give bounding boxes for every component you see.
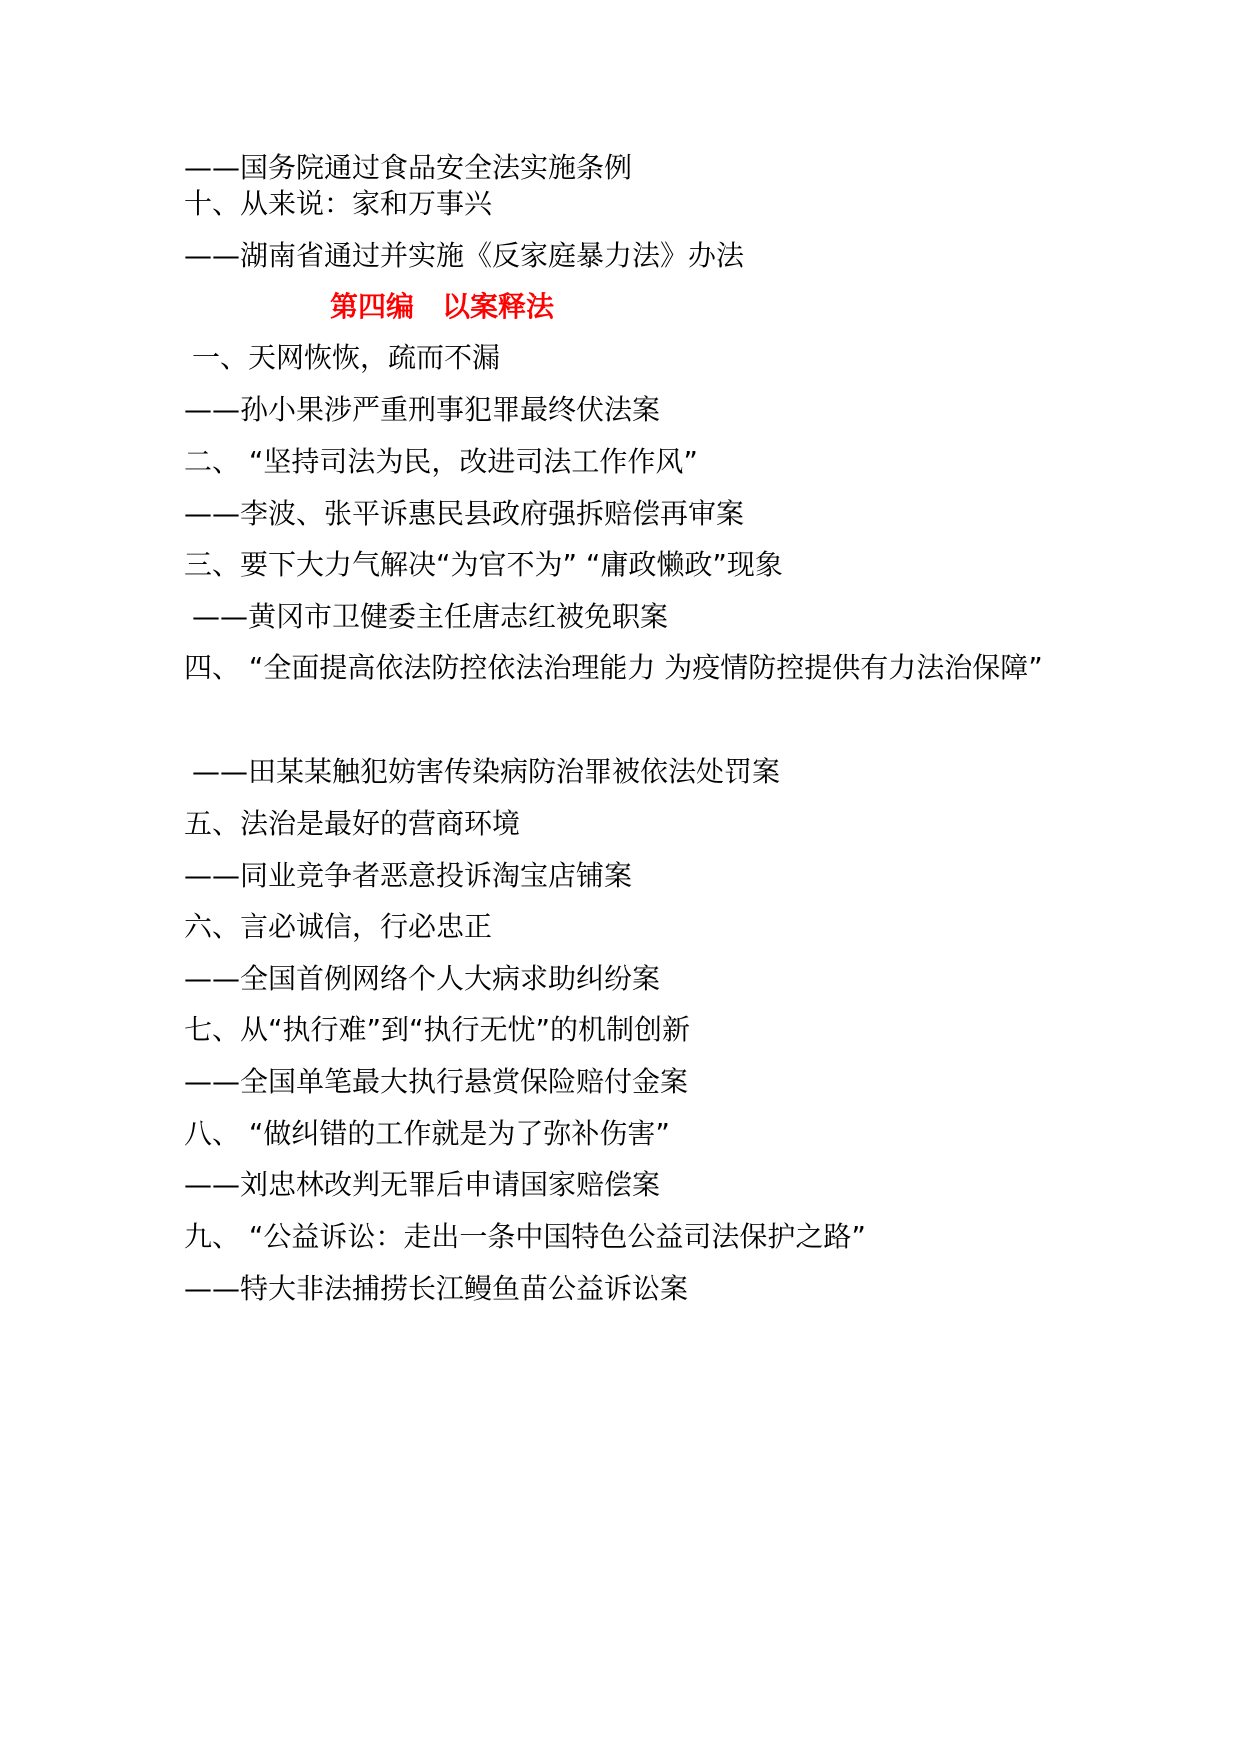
text-line: ——全国首例网络个人大病求助纠纷案	[184, 962, 661, 995]
text-line: 十、从来说：家和万事兴	[184, 187, 493, 220]
text-line: 四、 “全面提高依法防控依法治理能力 为疫情防控提供有力法治保障”	[184, 651, 1043, 684]
text-line: 六、言必诚信，行必忠正	[184, 910, 493, 943]
section-heading: 第四编 以案释法	[330, 290, 555, 323]
text-line: 二、 “坚持司法为民，改进司法工作作风”	[184, 445, 698, 478]
text-line: ——国务院通过食品安全法实施条例	[184, 151, 633, 184]
text-line: 三、要下大力气解决“为官不为” “庸政懒政”现象	[184, 548, 783, 581]
text-line: ——湖南省通过并实施《反家庭暴力法》办法	[184, 239, 745, 272]
text-line: 八、 “做纠错的工作就是为了弥补伤害”	[184, 1117, 670, 1150]
text-line: ——孙小果涉严重刑事犯罪最终伏法案	[184, 393, 661, 426]
text-line: ——刘忠林改判无罪后申请国家赔偿案	[184, 1168, 661, 1201]
text-line: 七、从“执行难”到“执行无忧”的机制创新	[184, 1013, 691, 1046]
text-line: ——田某某触犯妨害传染病防治罪被依法处罚案	[192, 755, 781, 788]
text-line: ——特大非法捕捞长江鳗鱼苗公益诉讼案	[184, 1272, 689, 1305]
text-line: ——同业竞争者恶意投诉淘宝店铺案	[184, 859, 633, 892]
text-line: 一、天网恢恢，疏而不漏	[192, 341, 501, 374]
text-line: ——全国单笔最大执行悬赏保险赔付金案	[184, 1065, 689, 1098]
text-line: ——李波、张平诉惠民县政府强拆赔偿再审案	[184, 497, 745, 530]
text-line: ——黄冈市卫健委主任唐志红被免职案	[192, 600, 669, 633]
text-line: 五、法治是最好的营商环境	[184, 807, 521, 840]
text-line: 九、 “公益诉讼：走出一条中国特色公益司法保护之路”	[184, 1220, 866, 1253]
